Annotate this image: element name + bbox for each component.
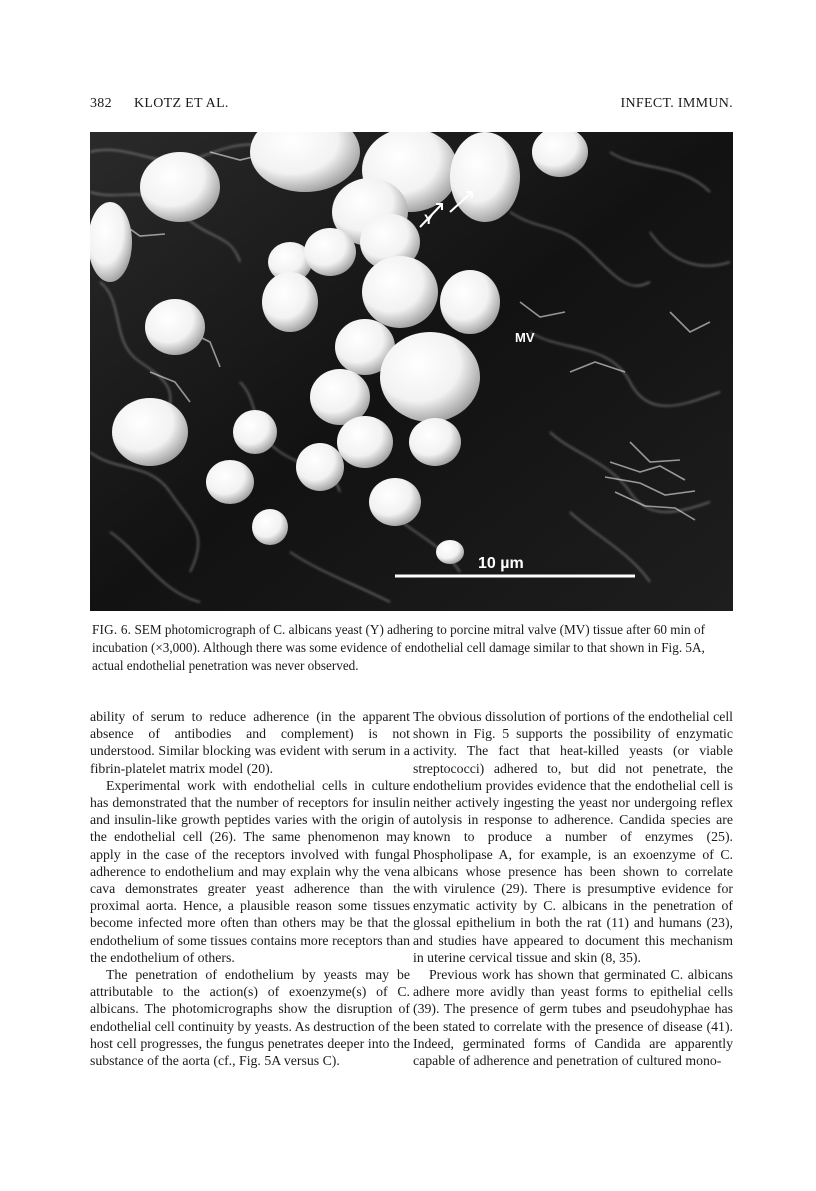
text-column-right: [413, 708, 733, 1069]
paragraph: ability of serum to reduce adherence (in the apparent absence of antibodies and complement) is not understood. Similar blocking was evident with serum in a fibrin-platelet matrix model (20).: [90, 709, 410, 776]
scale-bar-label: 10 µm: [478, 555, 524, 572]
micrograph-image: [90, 132, 733, 611]
yeast-cell: [112, 398, 188, 466]
yeast-cell: [252, 509, 288, 545]
yeast-cell: [90, 202, 132, 282]
yeast-cell: [296, 443, 344, 491]
yeast-cell: [145, 299, 205, 355]
yeast-cell: [450, 132, 520, 222]
yeast-cell: [304, 228, 356, 276]
page-number: 382: [90, 96, 112, 111]
paragraph: The obvious dissolution of portions of the endothelial cell shown in Fig. 5 supports the possibility of enzymatic activity. The fact that heat-killed yeasts (or viable streptococci) adhered to, but did not penetrate, the endothelium provides evidence that the endothelial cell is neither actively ingesting the yeast nor undergoing reflex autolysis in response to adherence. Candida species are known to produce a number of enzymes (25). Phospholipase A, for example, is an exoenzyme of C. albicans whose presence has been shown to correlate with virulence (29). There is presumptive evidence for enzymatic activity by C. albicans in the penetration of glossal epithelium in both the rat (11) and humans (23), and studies have appeared to document this mechanism in uterine cervical tissue and skin (8, 35).: [413, 709, 733, 965]
running-authors: KLOTZ ET AL.: [134, 96, 229, 111]
yeast-cell: [362, 256, 438, 328]
label-yeast: Y: [424, 211, 434, 227]
paragraph: Experimental work with endothelial cells in culture has demonstrated that the number of receptors for insulin and insulin-like growth peptides varies with the origin of the endothelial cell (26). The same phenomenon may apply in the case of the receptors involved with fungal adherence to endothelium and may explain why the vena cava demonstrates greater yeast adherence than the proximal aorta. Hence, a plausible reason some tissues become infected more often than others may be that the endothelium of some tissues contains more receptors than the endothelium of others.: [90, 777, 410, 965]
yeast-cell: [369, 478, 421, 526]
yeast-cell: [440, 270, 500, 334]
yeast-cell: [140, 152, 220, 222]
journal-name: INFECT. IMMUN.: [620, 96, 733, 111]
figure-caption-lead: FIG. 6.: [92, 622, 132, 637]
yeast-cell: [436, 540, 464, 564]
yeast-cell: [380, 332, 480, 422]
figure-caption-text: SEM photomicrograph of C. albicans yeast (Y) adhering to porcine mitral valve (MV) tissue after 60 min of incubation (×3,000). Although there was some evidence of endothelial cell damage similar to that shown in Fig. 5A, actual endothelial penetration was never observed.: [92, 622, 706, 673]
running-header: [90, 96, 733, 116]
yeast-cell: [233, 410, 277, 454]
sem-photomicrograph: [90, 132, 733, 611]
text-column-left: [90, 708, 410, 1069]
paragraph: Previous work has shown that germinated C. albicans adhere more avidly than yeast forms to epithelial cells (39). The presence of germ tubes and pseudohyphae has been stated to correlate with the presence of disease (41). Indeed, germinated forms of Candida are apparently capable of adherence and penetration of cultured mono-: [413, 967, 733, 1069]
label-mitral-valve: MV: [515, 330, 535, 345]
yeast-cell: [206, 460, 254, 504]
yeast-cell: [337, 416, 393, 468]
paragraph: The penetration of endothelium by yeasts may be attributable to the action(s) of exoenzyme(s) of C. albicans. The photomicrographs show the disruption of endothelial cell continuity by yeasts. As destruction of the host cell progresses, the fungus penetrates deeper into the substance of the aorta (cf., Fig. 5A versus C).: [90, 967, 410, 1069]
yeast-cell: [409, 418, 461, 466]
figure-caption: [92, 621, 733, 675]
yeast-cell: [262, 272, 318, 332]
